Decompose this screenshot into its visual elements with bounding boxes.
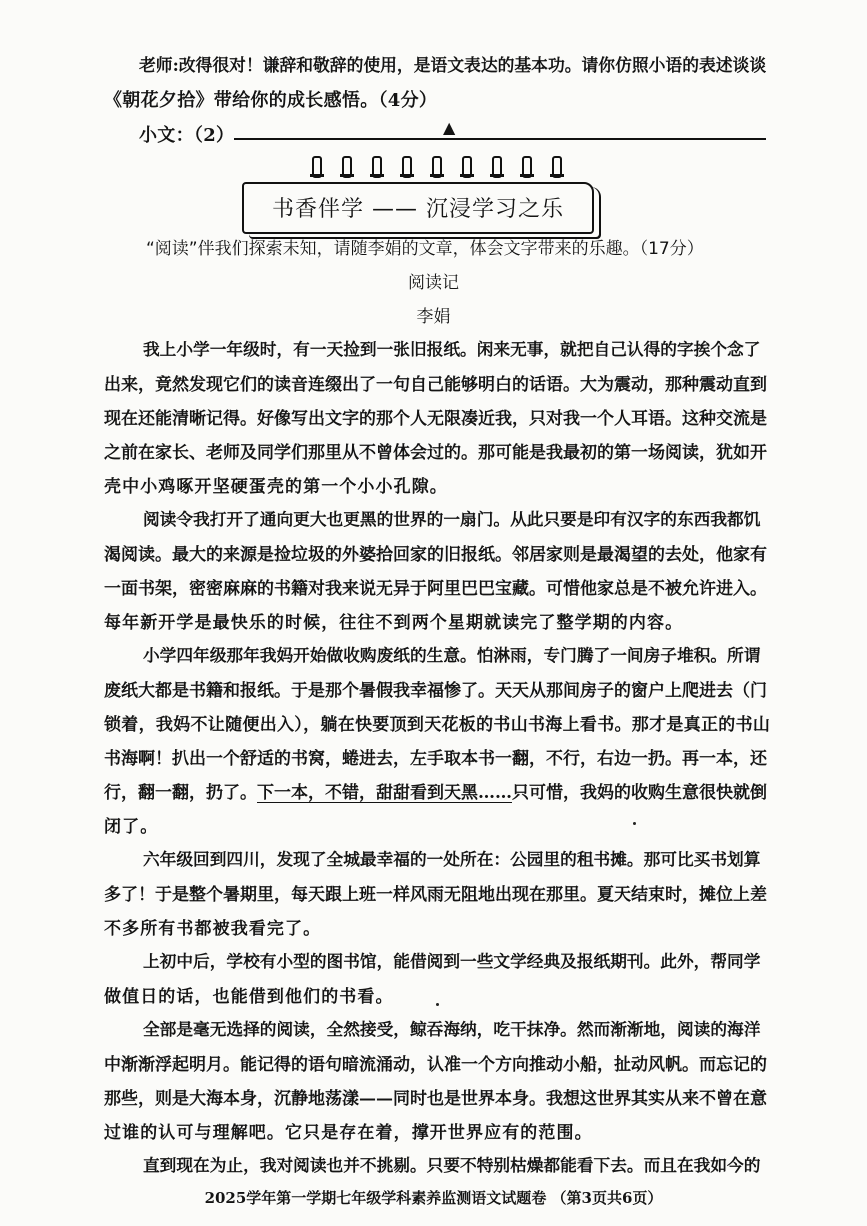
article-line: 做值日的话，也能借到他们的书看。	[104, 987, 394, 1007]
article-line: 闭了。	[104, 817, 159, 837]
article-line: 直到现在为止，我对阅读也并不挑剔。只要不特别枯燥都能看下去。而且在我如今的	[143, 1155, 761, 1175]
article-line: 六年级回到四川，发现了全城最幸福的一处所在：公园里的租书摊。那可比买书划算	[143, 849, 761, 869]
article-line: 废纸大都是书籍和报纸。于是那个暑假我幸福惨了。天天从那间房子的窗户上爬进去（门	[104, 681, 767, 701]
article-line: 小学四年级那年我妈开始做收购废纸的生意。怕淋雨，专门腾了一间房子堆积。所谓	[143, 645, 761, 665]
article-line: 一面书架，密密麻麻的书籍对我来说无异于阿里巴巴宝藏。可惜他家总是不被允许进入。	[104, 579, 767, 599]
article-line: 锁着，我妈不让随便出入），躺在快要顶到天花板的书山书海上看书。那才是真正的书山	[104, 715, 771, 735]
article-line: 壳中小鸡啄开坚硬蛋壳的第一个小小孔隙。	[104, 477, 448, 497]
article-line	[104, 778, 767, 803]
article-line-start: 行，翻一翻，扔了。	[104, 783, 257, 803]
article-line: 我上小学一年级时，有一天捡到一张旧报纸。闲来无事，就把自己认得的字挨个念了	[143, 339, 761, 359]
scan-speck	[633, 822, 636, 825]
article-line-end: 只可惜，我妈的收购生意很快就倒	[512, 783, 767, 803]
article-line: 之前在家长、老师及同学们那里从不曾体会过的。那可能是我最初的第一场阅读，犹如开	[104, 443, 767, 463]
section-intro: “阅读”伴我们探索未知，请随李娟的文章，体会文字带来的乐趣。（17分）	[146, 239, 704, 259]
article-line: 全部是毫无选择的阅读，全然接受，鲸吞海纳，吃干抹净。然而渐渐地，阅读的海洋	[143, 1019, 761, 1039]
article-line: 每年新开学是最快乐的时候，往往不到两个星期就读完了整学期的内容。	[104, 613, 684, 633]
teacher-prompt-line1: 老师:改得很对！谦辞和敬辞的使用，是语文表达的基本功。请你仿照小语的表述谈谈	[139, 55, 767, 75]
banner-frame	[242, 182, 594, 234]
article-line: 过谁的认可与理解吧。它只是存在着，撑开世界应有的范围。	[104, 1123, 593, 1143]
answer-marker-triangle: ▲	[443, 118, 456, 137]
article-author: 李娟	[416, 307, 451, 327]
section-banner	[242, 170, 602, 232]
article-line: 书海啊！扒出一个舒适的书窝，蜷进去，左手取本书一翻，不行，右边一扔。再一本，还	[104, 749, 767, 769]
answer-blank-line	[234, 138, 766, 140]
page-footer: 2025学年第一学期七年级学科素养监测语文试题卷 （第3页共6页）	[204, 1189, 663, 1207]
scan-speck	[436, 1003, 439, 1006]
article-line: 那些，则是大海本身，沉静地荡漾——同时也是世界本身。我想这世界其实从来不曾在意	[104, 1089, 767, 1109]
section-title: 书香伴学 —— 沉浸学习之乐	[272, 197, 564, 222]
teacher-prompt-line2: 《朝花夕拾》带给你的成长感悟。（4分）	[104, 90, 438, 111]
article-line: 阅读令我打开了通向更大也更黑的世界的一扇门。从此只要是印有汉字的东西我都饥	[143, 509, 761, 529]
article-line: 不多所有书都被我看完了。	[104, 919, 322, 939]
answer-label: 小文：（2）	[139, 125, 235, 146]
article-title: 阅读记	[408, 273, 459, 293]
article-line: 渴阅读。最大的来源是捡垃圾的外婆拾回家的旧报纸。邻居家则是最渴望的去处，他家有	[104, 545, 767, 565]
article-line: 现在还能清晰记得。好像写出文字的那个人无限凑近我，只对我一个人耳语。这种交流是	[104, 409, 767, 429]
article-line: 多了！于是整个暑期里，每天跟上班一样风雨无阻地出现在那里。夏天结束时，摊位上差	[104, 885, 767, 905]
underlined-sentence: 下一本，不错，甜甜看到天黑……	[257, 783, 512, 803]
article-line: 上初中后，学校有小型的图书馆，能借阅到一些文学经典及报纸期刊。此外，帮同学	[143, 951, 761, 971]
article-line: 中渐渐浮起明月。能记得的语句暗流涌动，认准一个方向推动小船，扯动风帆。而忘记的	[104, 1055, 767, 1075]
article-line: 出来，竟然发现它们的读音连缀出了一句自己能够明白的话语。大为震动，那种震动直到	[104, 375, 767, 395]
